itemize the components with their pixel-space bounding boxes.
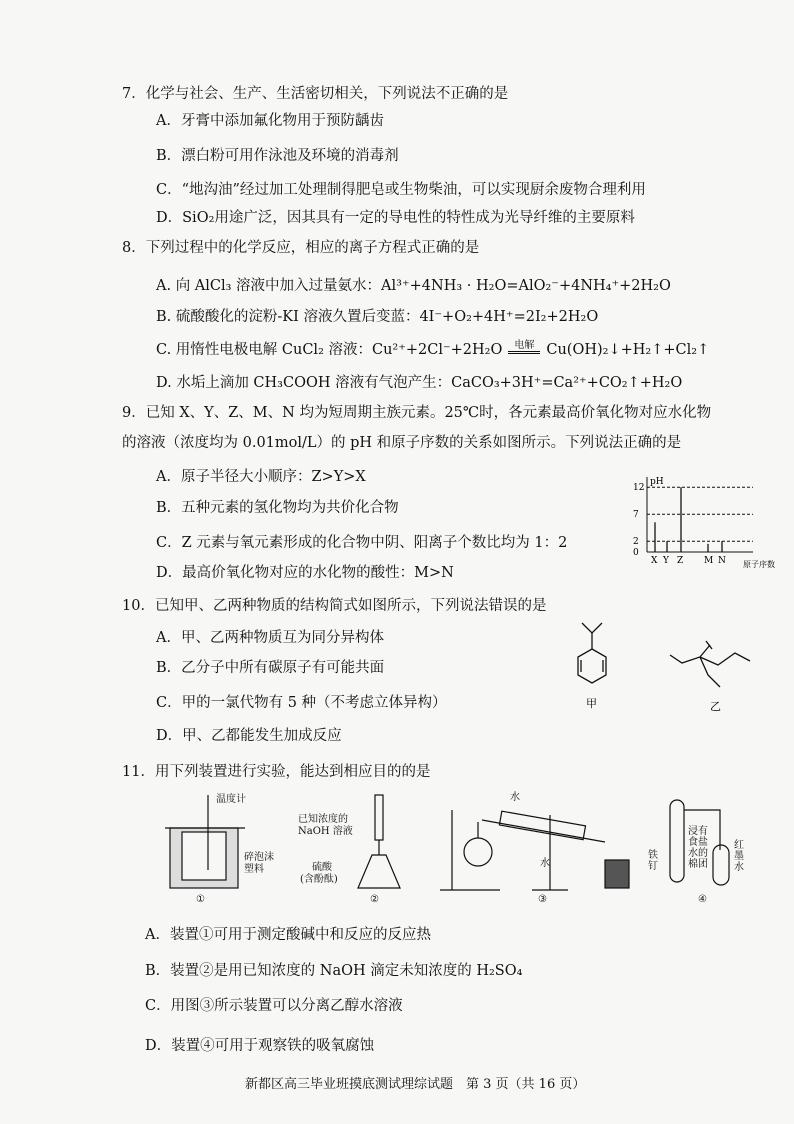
q11-option-c: C．用图③所示装置可以分离乙醇水溶液 xyxy=(145,998,403,1014)
q10-option-d: D．甲、乙都能发生加成反应 xyxy=(156,728,342,744)
label-yi: 乙 xyxy=(710,700,721,713)
x-tick-label: N xyxy=(718,556,726,566)
foam-label-1: 碎泡沫 xyxy=(244,852,274,863)
water-out-label: 水 xyxy=(510,792,520,803)
x-axis-label: 原子序数 xyxy=(743,560,775,569)
q7-option-b: B．漂白粉可用作泳池及环境的消毒剂 xyxy=(156,148,399,164)
q10-option-a: A．甲、乙两种物质互为同分异构体 xyxy=(156,630,384,646)
q11-option-d: D．装置④可用于观察铁的吸氧腐蚀 xyxy=(145,1038,375,1054)
q10-option-b: B．乙分子中所有碳原子有可能共面 xyxy=(156,660,385,676)
thermometer-label: 温度计 xyxy=(216,794,246,805)
y-axis-label: pH xyxy=(650,477,664,487)
apparatus-3 xyxy=(440,810,629,890)
q9-option-a: A．原子半径大小顺序：Z>Y>X xyxy=(156,469,366,485)
q8-option-c xyxy=(156,336,709,359)
x-tick-label: Y xyxy=(663,556,669,566)
q9-option-c: C．Z 元素与氧元素形成的化合物中阴、阳离子个数比均为 1：2 xyxy=(156,535,568,551)
x-tick-label: X xyxy=(651,556,658,566)
x-tick-label: M xyxy=(704,556,714,566)
q7-stem: 7．化学与社会、生产、生活密切相关，下列说法不正确的是 xyxy=(122,86,509,102)
apparatus-2 xyxy=(358,795,400,888)
y-tick-label: 12 xyxy=(633,483,645,494)
foam-label-2: 塑料 xyxy=(244,864,264,875)
naoh-label-1: 已知浓度的 xyxy=(298,814,348,825)
y-tick-label: 7 xyxy=(633,510,639,521)
q7-option-a: A．牙膏中添加氟化物用于预防龋齿 xyxy=(156,113,384,129)
electrolysis-condition: 电解 xyxy=(508,336,540,354)
y-tick-label: 2 xyxy=(633,537,639,548)
acid-label-1: 硫酸 xyxy=(312,862,332,873)
q9-option-d: D．最高价氧化物对应的水化物的酸性：M>N xyxy=(156,565,454,581)
q8-option-b: B. 硫酸酸化的淀粉-KI 溶液久置后变蓝：4I⁻+O₂+4H⁺=2I₂+2H₂O xyxy=(156,309,599,325)
fig3-number: ③ xyxy=(538,894,547,905)
label-jia: 甲 xyxy=(586,697,597,710)
structure-figures xyxy=(560,615,760,715)
y-tick-label: 0 xyxy=(633,548,639,558)
q10-option-c: C．甲的一氯代物有 5 种（不考虑立体异构） xyxy=(156,695,447,711)
q11-stem: 11．用下列装置进行实验，能达到相应目的的是 xyxy=(122,764,431,780)
ph-chart xyxy=(625,472,790,572)
q7-option-d: D．SiO₂用途广泛，因其具有一定的导电性的特性成为光导纤维的主要原料 xyxy=(156,210,635,226)
q7-option-c: C．“地沟油”经过加工处理制得肥皂或生物柴油，可以实现厨余废物合理利用 xyxy=(156,182,646,198)
q8-option-d: D. 水垢上滴加 CH₃COOH 溶液有气泡产生：CaCO₃+3H⁺=Ca²⁺+CO₂↑+H₂O xyxy=(156,375,683,391)
x-tick-label: Z xyxy=(677,556,684,566)
q9-stem-2: 的溶液（浓度均为 0.01mol/L）的 pH 和原子序数的关系如图所示。下列说法正确的是 xyxy=(122,435,682,451)
apparatus-drawings xyxy=(160,790,750,910)
q9-option-b: B．五种元素的氢化物均为共价化合物 xyxy=(156,500,399,516)
page-footer: 新都区高三毕业班摸底测试理综试题 第 3 页（共 16 页） xyxy=(245,1077,586,1092)
salt-cotton-label: 浸有食盐水的棉团 xyxy=(688,826,708,870)
structure-jia xyxy=(578,623,606,683)
q8-option-a: A. 向 AlCl₃ 溶液中加入过量氨水：Al³⁺+4NH₃ · H₂O=AlO₂⁻+4NH₄⁺+2H₂O xyxy=(156,278,671,294)
water-in-label: 水 xyxy=(540,858,550,869)
q9-stem-1: 9．已知 X、Y、Z、M、N 均为短周期主族元素。25℃时，各元素最高价氧化物对应水化物 xyxy=(122,405,712,421)
q8-stem: 8．下列过程中的化学反应，相应的离子方程式正确的是 xyxy=(122,240,480,256)
fig4-number: ④ xyxy=(698,894,707,905)
apparatus-figures xyxy=(160,790,750,910)
iron-nail-label: 铁钉 xyxy=(648,850,658,872)
structure-yi xyxy=(670,641,750,687)
fig1-number: ① xyxy=(196,894,205,905)
acid-label-2: (含酚酞) xyxy=(300,874,338,885)
apparatus-1 xyxy=(165,795,245,888)
q10-stem: 10．已知甲、乙两种物质的结构简式如图所示，下列说法错误的是 xyxy=(122,598,547,614)
q11-option-b: B．装置②是用已知浓度的 NaOH 滴定未知浓度的 H₂SO₄ xyxy=(145,963,523,979)
naoh-label-2: NaOH 溶液 xyxy=(298,826,353,837)
q11-option-a: A．装置①可用于测定酸碱中和反应的反应热 xyxy=(145,927,431,943)
fig2-number: ② xyxy=(370,894,379,905)
q8-c-products: Cu(OH)₂↓+H₂↑+Cl₂↑ xyxy=(546,342,710,358)
red-ink-label: 红墨水 xyxy=(734,840,744,873)
q8-c-reactants: C. 用惰性电极电解 CuCl₂ 溶液：Cu²⁺+2Cl⁻+2H₂O xyxy=(156,342,503,358)
